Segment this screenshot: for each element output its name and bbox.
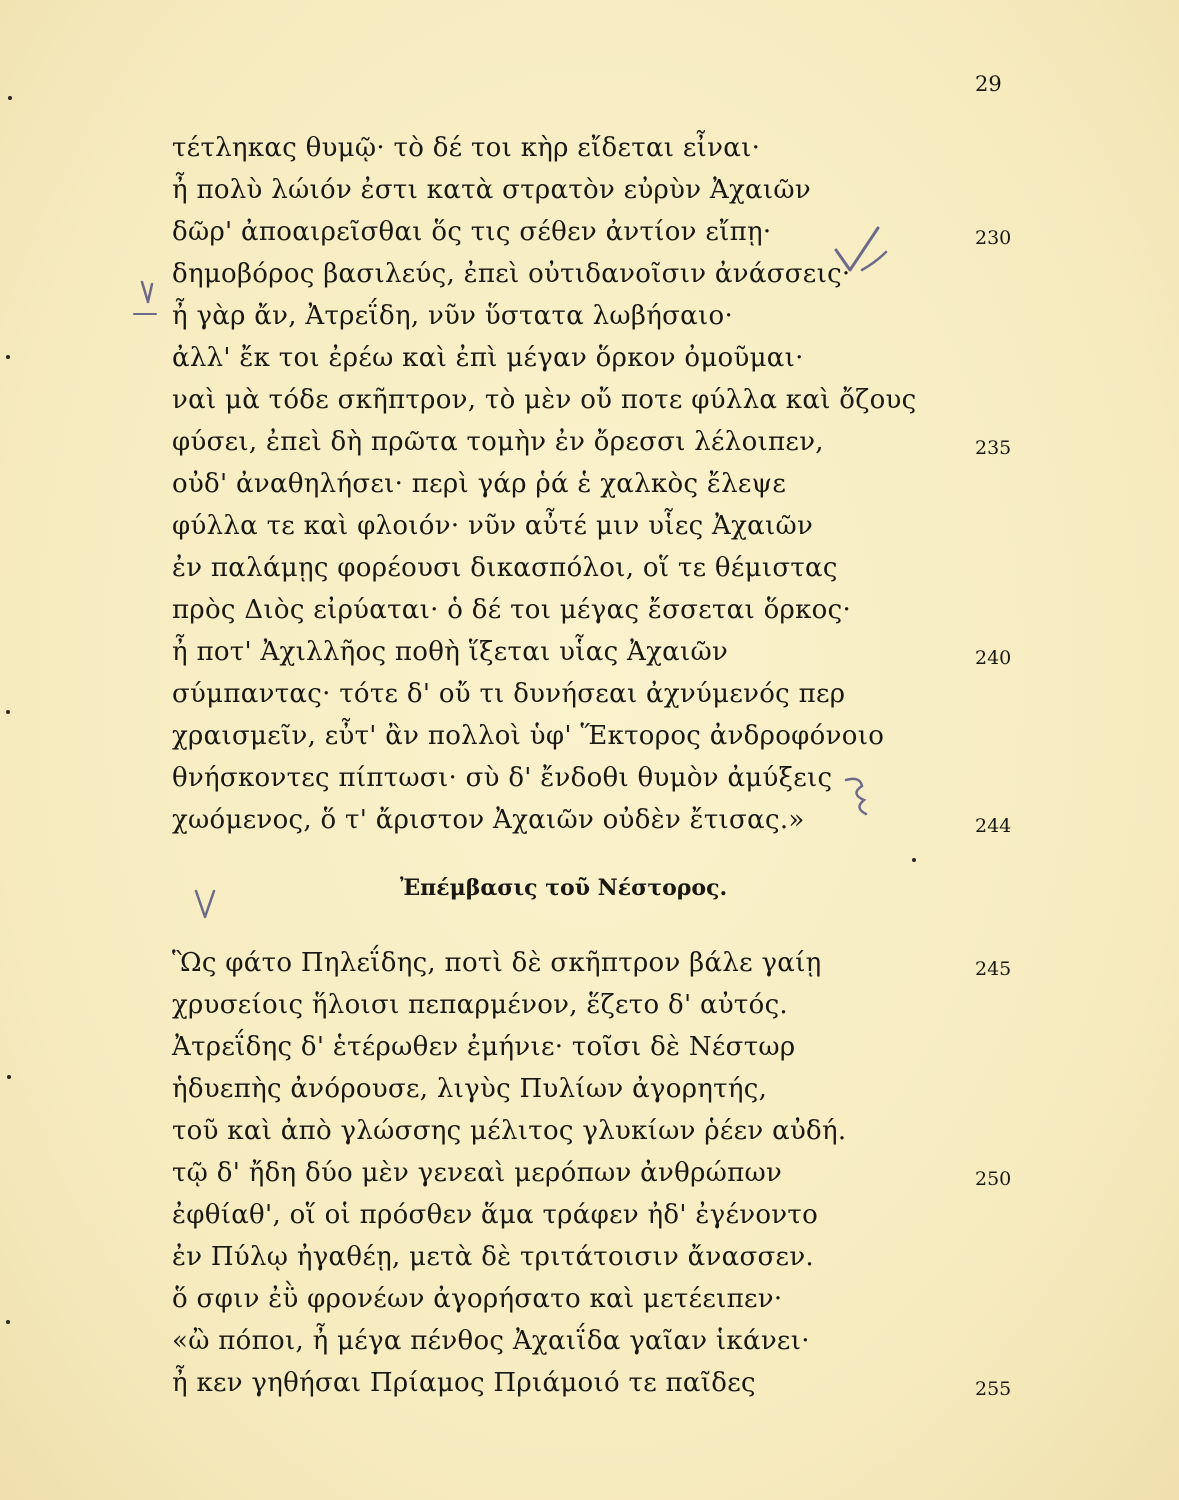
verse-line: τέτληκας θυμῷ· τὸ δέ τοι κὴρ εἴδεται εἶναι· xyxy=(172,133,761,163)
pencil-v-mark-icon xyxy=(130,278,170,322)
verse-line: ἐφθίαθ', οἵ οἱ πρόσθεν ἅμα τράφεν ἠδ' ἐγένοντο xyxy=(172,1200,819,1230)
verse-line: ναὶ μὰ τόδε σκῆπτρον, τὸ μὲν οὔ ποτε φύλλα καὶ ὄζους xyxy=(172,385,917,415)
margin-speck xyxy=(7,1075,11,1079)
line-number: 240 xyxy=(975,647,1012,669)
verse-line: ἦ πολὺ λώιόν ἐστι κατὰ στρατὸν εὐρὺν Ἀχαιῶν xyxy=(172,175,811,205)
verse-line: δημοβόρος βασιλεύς, ἐπεὶ οὐτιδανοῖσιν ἀνάσσεις· xyxy=(172,259,851,289)
margin-speck xyxy=(6,355,10,359)
verse-line: «ὢ πόποι, ἦ μέγα πένθος Ἀχαιΐδα γαῖαν ἱκάνει· xyxy=(172,1326,810,1356)
verse-line: θνήσκοντες πίπτωσι· σὺ δ' ἔνδοθι θυμὸν ἀμύξεις xyxy=(172,763,833,793)
pencil-v-mark-icon xyxy=(192,885,222,929)
verse-line: ἐν Πύλῳ ἠγαθέῃ, μετὰ δὲ τριτάτοισιν ἄνασσεν. xyxy=(172,1242,814,1272)
verse-line: δῶρ' ἀποαιρεῖσθαι ὅς τις σέθεν ἀντίον εἴπῃ· xyxy=(172,217,772,247)
line-number: 235 xyxy=(975,437,1012,459)
verse-line: χωόμενος, ὅ τ' ἄριστον Ἀχαιῶν οὐδὲν ἔτισας.» xyxy=(172,805,805,835)
verse-line: ἦ ποτ' Ἀχιλλῆος ποθὴ ἵξεται υἷας Ἀχαιῶν xyxy=(172,637,729,667)
line-number: 230 xyxy=(975,227,1012,249)
verse-line: τῷ δ' ἤδη δύο μὲν γενεαὶ μερόπων ἀνθρώπων xyxy=(172,1158,783,1188)
verse-line: Ἀτρεΐδης δ' ἑτέρωθεν ἐμήνιε· τοῖσι δὲ Νέστωρ xyxy=(172,1032,796,1062)
line-number: 255 xyxy=(975,1378,1012,1400)
pencil-checkmark-icon xyxy=(832,222,892,282)
margin-speck xyxy=(8,96,12,100)
line-number: 244 xyxy=(975,815,1012,837)
pencil-scribble-icon xyxy=(840,772,874,820)
margin-speck xyxy=(6,1320,10,1324)
verse-line: φύσει, ἐπεὶ δὴ πρῶτα τομὴν ἐν ὄρεσσι λέλοιπεν, xyxy=(172,427,824,457)
verse-line: πρὸς Διὸς εἰρύαται· ὁ δέ τοι μέγας ἔσσεται ὅρκος· xyxy=(172,595,852,625)
verse-line: φύλλα τε καὶ φλοιόν· νῦν αὖτέ μιν υἷες Ἀχαιῶν xyxy=(172,511,814,541)
verse-line: οὐδ' ἀναθηλήσει· περὶ γάρ ῥά ἑ χαλκὸς ἔλεψε xyxy=(172,469,787,499)
section-heading: Ἐπέμβασις τοῦ Νέστορος. xyxy=(400,875,728,901)
line-number: 250 xyxy=(975,1168,1012,1190)
verse-line: σύμπαντας· τότε δ' οὔ τι δυνήσεαι ἀχνύμενός περ xyxy=(172,679,846,709)
verse-line: ἦ γὰρ ἄν, Ἀτρεΐδη, νῦν ὕστατα λωβήσαιο· xyxy=(172,301,734,331)
verse-line: χρυσείοις ἥλοισι πεπαρμένον, ἕζετο δ' αὐτός. xyxy=(172,990,788,1020)
verse-line: ἦ κεν γηθήσαι Πρίαμος Πριάμοιό τε παῖδες xyxy=(172,1368,756,1398)
margin-speck xyxy=(912,858,916,862)
verse-line: ἐν παλάμῃς φορέουσι δικασπόλοι, οἵ τε θέμιστας xyxy=(172,553,838,583)
verse-line: ὅ σφιν ἐῢ φρονέων ἀγορήσατο καὶ μετέειπεν· xyxy=(172,1284,783,1314)
page-number: 29 xyxy=(975,72,1002,96)
margin-speck xyxy=(6,710,10,714)
verse-line: Ὣς φάτο Πηλεΐδης, ποτὶ δὲ σκῆπτρον βάλε γαίῃ xyxy=(172,948,822,978)
verse-line: χραισμεῖν, εὖτ' ἂν πολλοὶ ὑφ' Ἕκτορος ἀνδροφόνοιο xyxy=(172,721,885,751)
line-number: 245 xyxy=(975,958,1012,980)
verse-line: τοῦ καὶ ἀπὸ γλώσσης μέλιτος γλυκίων ῥέεν αὐδή. xyxy=(172,1116,847,1146)
verse-line: ἀλλ' ἔκ τοι ἐρέω καὶ ἐπὶ μέγαν ὅρκον ὀμοῦμαι· xyxy=(172,343,804,373)
verse-line: ἡδυεπὴς ἀνόρουσε, λιγὺς Πυλίων ἀγορητής, xyxy=(172,1074,768,1104)
